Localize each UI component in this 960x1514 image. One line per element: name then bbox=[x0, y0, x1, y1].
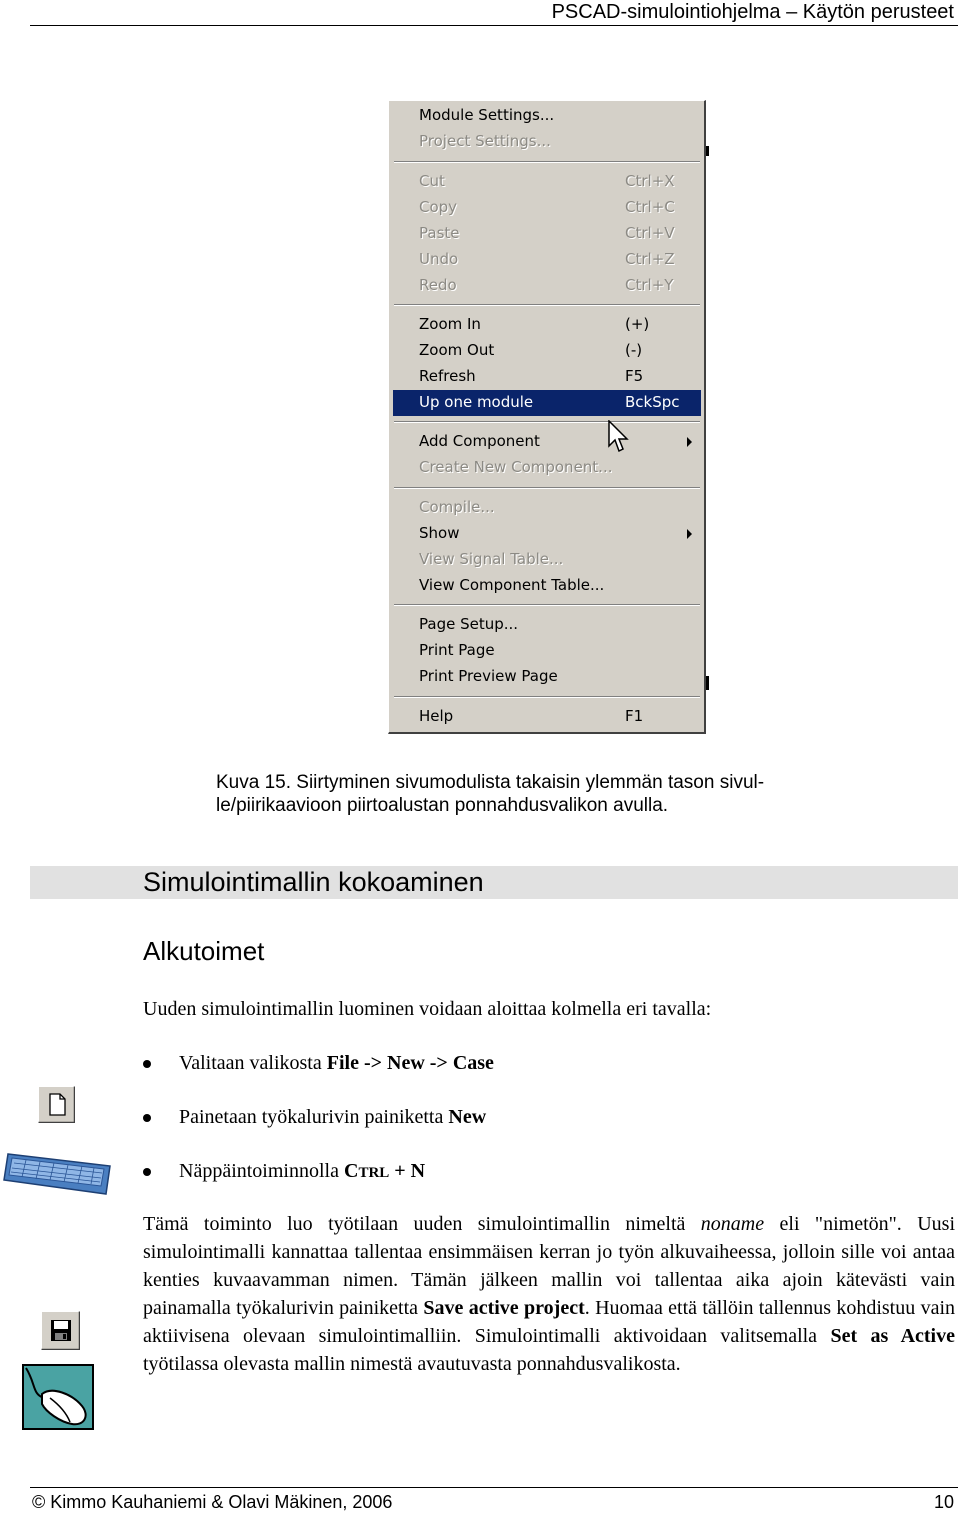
body-italic: noname bbox=[700, 1213, 765, 1235]
menu-item-label: Up one module bbox=[419, 393, 534, 411]
menu-item-shortcut: Ctrl+V bbox=[625, 224, 675, 242]
menu-item-label: Compile... bbox=[419, 498, 495, 516]
header-rule bbox=[30, 25, 958, 26]
bullet-emphasis: + N bbox=[389, 1160, 426, 1182]
menu-item-shortcut: Ctrl+C bbox=[625, 198, 675, 216]
mouse-pointer-icon bbox=[608, 420, 630, 456]
menu-item bbox=[393, 247, 701, 273]
bullet-emphasis: New bbox=[448, 1106, 487, 1128]
menu-separator bbox=[394, 421, 700, 423]
mouse-icon bbox=[22, 1364, 94, 1430]
menu-item[interactable] bbox=[393, 573, 701, 599]
menu-item bbox=[393, 273, 701, 299]
bullet-text: Painetaan työkalurivin painiketta bbox=[179, 1106, 449, 1128]
menu-item-label: Print Page bbox=[419, 641, 495, 659]
edge-mark bbox=[706, 676, 709, 690]
menu-item-shortcut: Ctrl+Y bbox=[625, 276, 674, 294]
menu-item-shortcut: (-) bbox=[625, 341, 643, 359]
body-emphasis: Set as Active bbox=[830, 1325, 955, 1347]
menu-item-shortcut: BckSpc bbox=[625, 393, 680, 411]
bullet-emphasis: TRL bbox=[358, 1165, 390, 1181]
body-emphasis: Save active project bbox=[423, 1297, 585, 1319]
body-paragraph bbox=[143, 1210, 955, 1378]
menu-item[interactable] bbox=[393, 429, 701, 455]
menu-item-shortcut: Ctrl+X bbox=[625, 172, 675, 190]
save-floppy-icon bbox=[41, 1311, 80, 1350]
menu-item-label: View Signal Table... bbox=[419, 550, 564, 568]
menu-item-label: Module Settings... bbox=[419, 106, 555, 124]
menu-item-label: Redo bbox=[419, 276, 457, 294]
menu-item[interactable] bbox=[393, 338, 701, 364]
new-document-icon bbox=[38, 1086, 75, 1123]
menu-item[interactable] bbox=[393, 103, 701, 129]
menu-item-label: Paste bbox=[419, 224, 460, 242]
menu-separator bbox=[394, 161, 700, 163]
bullet-text: Näppäintoiminnolla bbox=[179, 1160, 344, 1182]
edge-mark bbox=[706, 146, 709, 156]
page-header-title: PSCAD-simulointiohjelma – Käytön perusteet bbox=[551, 1, 954, 23]
menu-item[interactable] bbox=[393, 704, 701, 730]
menu-item[interactable] bbox=[393, 312, 701, 338]
menu-item[interactable] bbox=[393, 364, 701, 390]
menu-item-label: Help bbox=[419, 707, 454, 725]
bullet-emphasis: File -> New -> Case bbox=[326, 1052, 494, 1074]
keyboard-icon bbox=[2, 1148, 112, 1196]
menu-item bbox=[393, 455, 701, 481]
menu-item-label: Create New Component... bbox=[419, 458, 613, 476]
submenu-arrow-icon bbox=[687, 529, 692, 539]
footer-rule bbox=[30, 1487, 958, 1488]
body-text: työtilassa olevasta mallin nimestä avautuvasta ponnahdusvalikosta. bbox=[143, 1353, 681, 1375]
context-menu bbox=[388, 100, 706, 734]
menu-item bbox=[393, 495, 701, 521]
body-text: eli "nimetön". Uusi simulointimalli kannattaa tallentaa ensimmäisen kerran jo työn alkuvaiheessa, jolloin sille voi antaa kenties kuvaavamman nimen. Tämän jälkeen mallin voi tallentaa aika ajoin kätevästi vain painamalla työkalurivin painiketta bbox=[143, 1213, 955, 1319]
menu-item-shortcut: Ctrl+Z bbox=[625, 250, 675, 268]
menu-item-label: Copy bbox=[419, 198, 458, 216]
caption-line: le/piirikaavioon piirtoalustan ponnahdusvalikon avulla. bbox=[216, 795, 669, 816]
section-title: Simulointimallin kokoaminen bbox=[143, 867, 484, 897]
intro-paragraph: Uuden simulointimallin luominen voidaan aloittaa kolmella eri tavalla: bbox=[143, 998, 712, 1020]
menu-item bbox=[393, 547, 701, 573]
menu-separator bbox=[394, 304, 700, 306]
menu-item bbox=[393, 169, 701, 195]
menu-item-label: Zoom Out bbox=[419, 341, 495, 359]
menu-item[interactable] bbox=[393, 612, 701, 638]
menu-item bbox=[393, 221, 701, 247]
list-item bbox=[143, 1049, 494, 1077]
menu-item-label: Print Preview Page bbox=[419, 667, 558, 685]
menu-item-label: Undo bbox=[419, 250, 459, 268]
menu-item-label: Page Setup... bbox=[419, 615, 519, 633]
menu-item bbox=[393, 129, 701, 155]
menu-separator bbox=[394, 696, 700, 698]
figure-caption bbox=[216, 771, 836, 817]
bullet-text: Valitaan valikosta bbox=[179, 1052, 327, 1074]
caption-line: Kuva 15. Siirtyminen sivumodulista takaisin ylemmän tason sivul- bbox=[216, 772, 765, 793]
menu-item[interactable] bbox=[393, 664, 701, 690]
menu-item[interactable] bbox=[393, 390, 701, 416]
menu-separator bbox=[394, 604, 700, 606]
submenu-arrow-icon bbox=[687, 437, 692, 447]
menu-item-label: Refresh bbox=[419, 367, 476, 385]
menu-item-label: Add Component bbox=[419, 432, 540, 450]
menu-item-shortcut: F1 bbox=[625, 707, 644, 725]
menu-item-label: View Component Table... bbox=[419, 576, 605, 594]
bullet-dot bbox=[143, 1168, 151, 1176]
bullet-dot bbox=[143, 1060, 151, 1068]
menu-item-label: Show bbox=[419, 524, 460, 542]
list-item bbox=[143, 1157, 425, 1187]
list-item bbox=[143, 1103, 486, 1131]
body-text: . Huomaa että tällöin tallennus kohdistuu vain aktiivisena olevaan simulointimalliin. Simulointimalli aktivoidaan valitsemalla bbox=[143, 1297, 956, 1347]
menu-item-label: Project Settings... bbox=[419, 132, 551, 150]
footer-copyright: © Kimmo Kauhaniemi & Olavi Mäkinen, 2006 bbox=[32, 1492, 393, 1512]
menu-item[interactable] bbox=[393, 521, 701, 547]
page-number: 10 bbox=[933, 1492, 954, 1512]
subsection-title: Alkutoimet bbox=[143, 936, 265, 966]
menu-item-label: Cut bbox=[419, 172, 445, 190]
bullet-dot bbox=[143, 1114, 151, 1122]
menu-item-shortcut: (+) bbox=[625, 315, 650, 333]
body-text: Tämä toiminto luo työtilaan uuden simulointimallin nimeltä bbox=[143, 1213, 701, 1235]
menu-item-shortcut: F5 bbox=[625, 367, 644, 385]
menu-separator bbox=[394, 487, 700, 489]
bullet-emphasis: C bbox=[343, 1160, 359, 1182]
menu-item-label: Zoom In bbox=[419, 315, 481, 333]
menu-item bbox=[393, 195, 701, 221]
menu-item[interactable] bbox=[393, 638, 701, 664]
